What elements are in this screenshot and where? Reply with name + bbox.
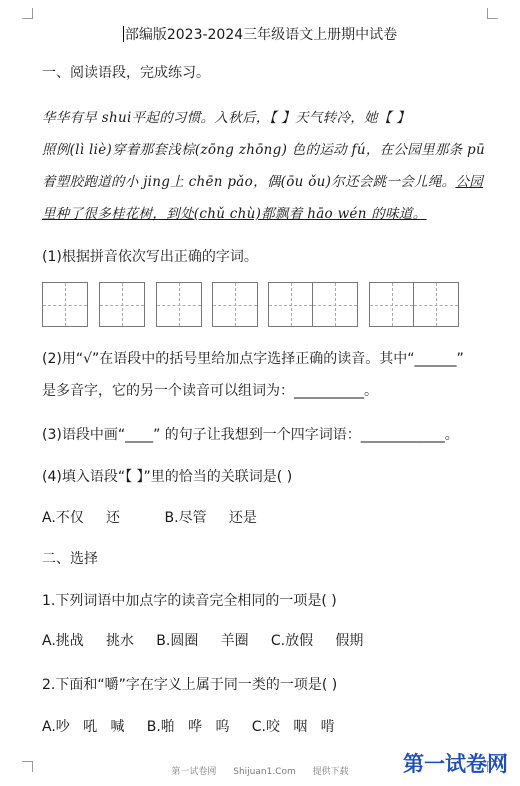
text-cursor xyxy=(123,26,124,42)
question-4: (4)填入语段“【 】”里的恰当的关联词是( ) xyxy=(42,469,293,485)
grid-cell[interactable] xyxy=(269,283,313,326)
writing-grid-6[interactable] xyxy=(369,282,459,327)
grid-cell[interactable] xyxy=(213,283,257,326)
question-2-line-2: 是多音字，它的另一个读音可以组词为：__________。 xyxy=(42,383,378,399)
grid-cell[interactable] xyxy=(313,283,357,326)
passage-line-2: 照例(lì liè)穿着那套浅棕(zōng zhōng) 色的运动 fú，在公园里那条 pū xyxy=(42,142,485,158)
section-heading-choice: 二、选择 xyxy=(42,551,98,567)
grid-cell[interactable] xyxy=(43,283,87,326)
choice-question-1: 1.下列词语中加点字的读音完全相同的一项是( ) xyxy=(42,593,337,609)
underlined-sentence-start: 公园 xyxy=(455,174,484,190)
page-title xyxy=(0,24,520,44)
grid-cell[interactable] xyxy=(370,283,414,326)
passage-line-4 xyxy=(42,202,427,222)
choice-question-2: 2.下面和“嚼”字在字义上属于同一类的一项是( ) xyxy=(42,677,338,693)
corner-mark-top-left xyxy=(22,8,33,19)
writing-grid-2[interactable] xyxy=(99,282,145,327)
question-1: (1)根据拼音依次写出正确的字词。 xyxy=(42,249,258,265)
section-heading-reading: 一、阅读语段，完成练习。 xyxy=(42,65,210,81)
corner-mark-top-right xyxy=(487,8,498,19)
page-footer: 第一试卷网 Shijuan1.Com 提供下载 xyxy=(171,767,349,777)
choice-question-2-options: A.吵 吼 喊 B.啪 哗 呜 C.咬 咽 啃 xyxy=(42,719,335,735)
underlined-sentence: 里种了很多桂花树，到处(chǔ chù)都飘着 hāo wén 的味道。 xyxy=(42,206,427,222)
grid-cell[interactable] xyxy=(157,283,201,326)
question-4-options: A.不仅 还 B.尽管 还是 xyxy=(42,510,257,526)
writing-grid-1[interactable] xyxy=(42,282,88,327)
choice-question-1-options: A.挑战 挑水 B.圆圈 羊圈 C.放假 假期 xyxy=(42,633,364,649)
passage-line-3 xyxy=(42,170,483,190)
grid-cell[interactable] xyxy=(100,283,144,326)
page-title-text: 部编版2023-2024三年级语文上册期中试卷 xyxy=(124,27,398,43)
writing-grid-3[interactable] xyxy=(156,282,202,327)
writing-grid-5[interactable] xyxy=(268,282,358,327)
grid-cell[interactable] xyxy=(414,283,458,326)
question-2-line-1: (2)用“√”在语段中的括号里给加点字选择正确的读音。其中“______” xyxy=(42,351,464,367)
writing-grid-4[interactable] xyxy=(212,282,258,327)
passage-line-3-text: 着塑胶跑道的小 jing上 chēn pǎo，偶(ōu ǒu)尔还会跳一会儿绳。 xyxy=(42,174,456,190)
watermark-logo: 第一试卷网 xyxy=(403,752,508,776)
passage-line-1: 华华有早 shui平起的习惯。入秋后，【 】天气转冷，她【 】 xyxy=(42,110,411,126)
question-3: (3)语段中画“____” 的句子让我想到一个四字词语：____________。 xyxy=(42,427,459,443)
